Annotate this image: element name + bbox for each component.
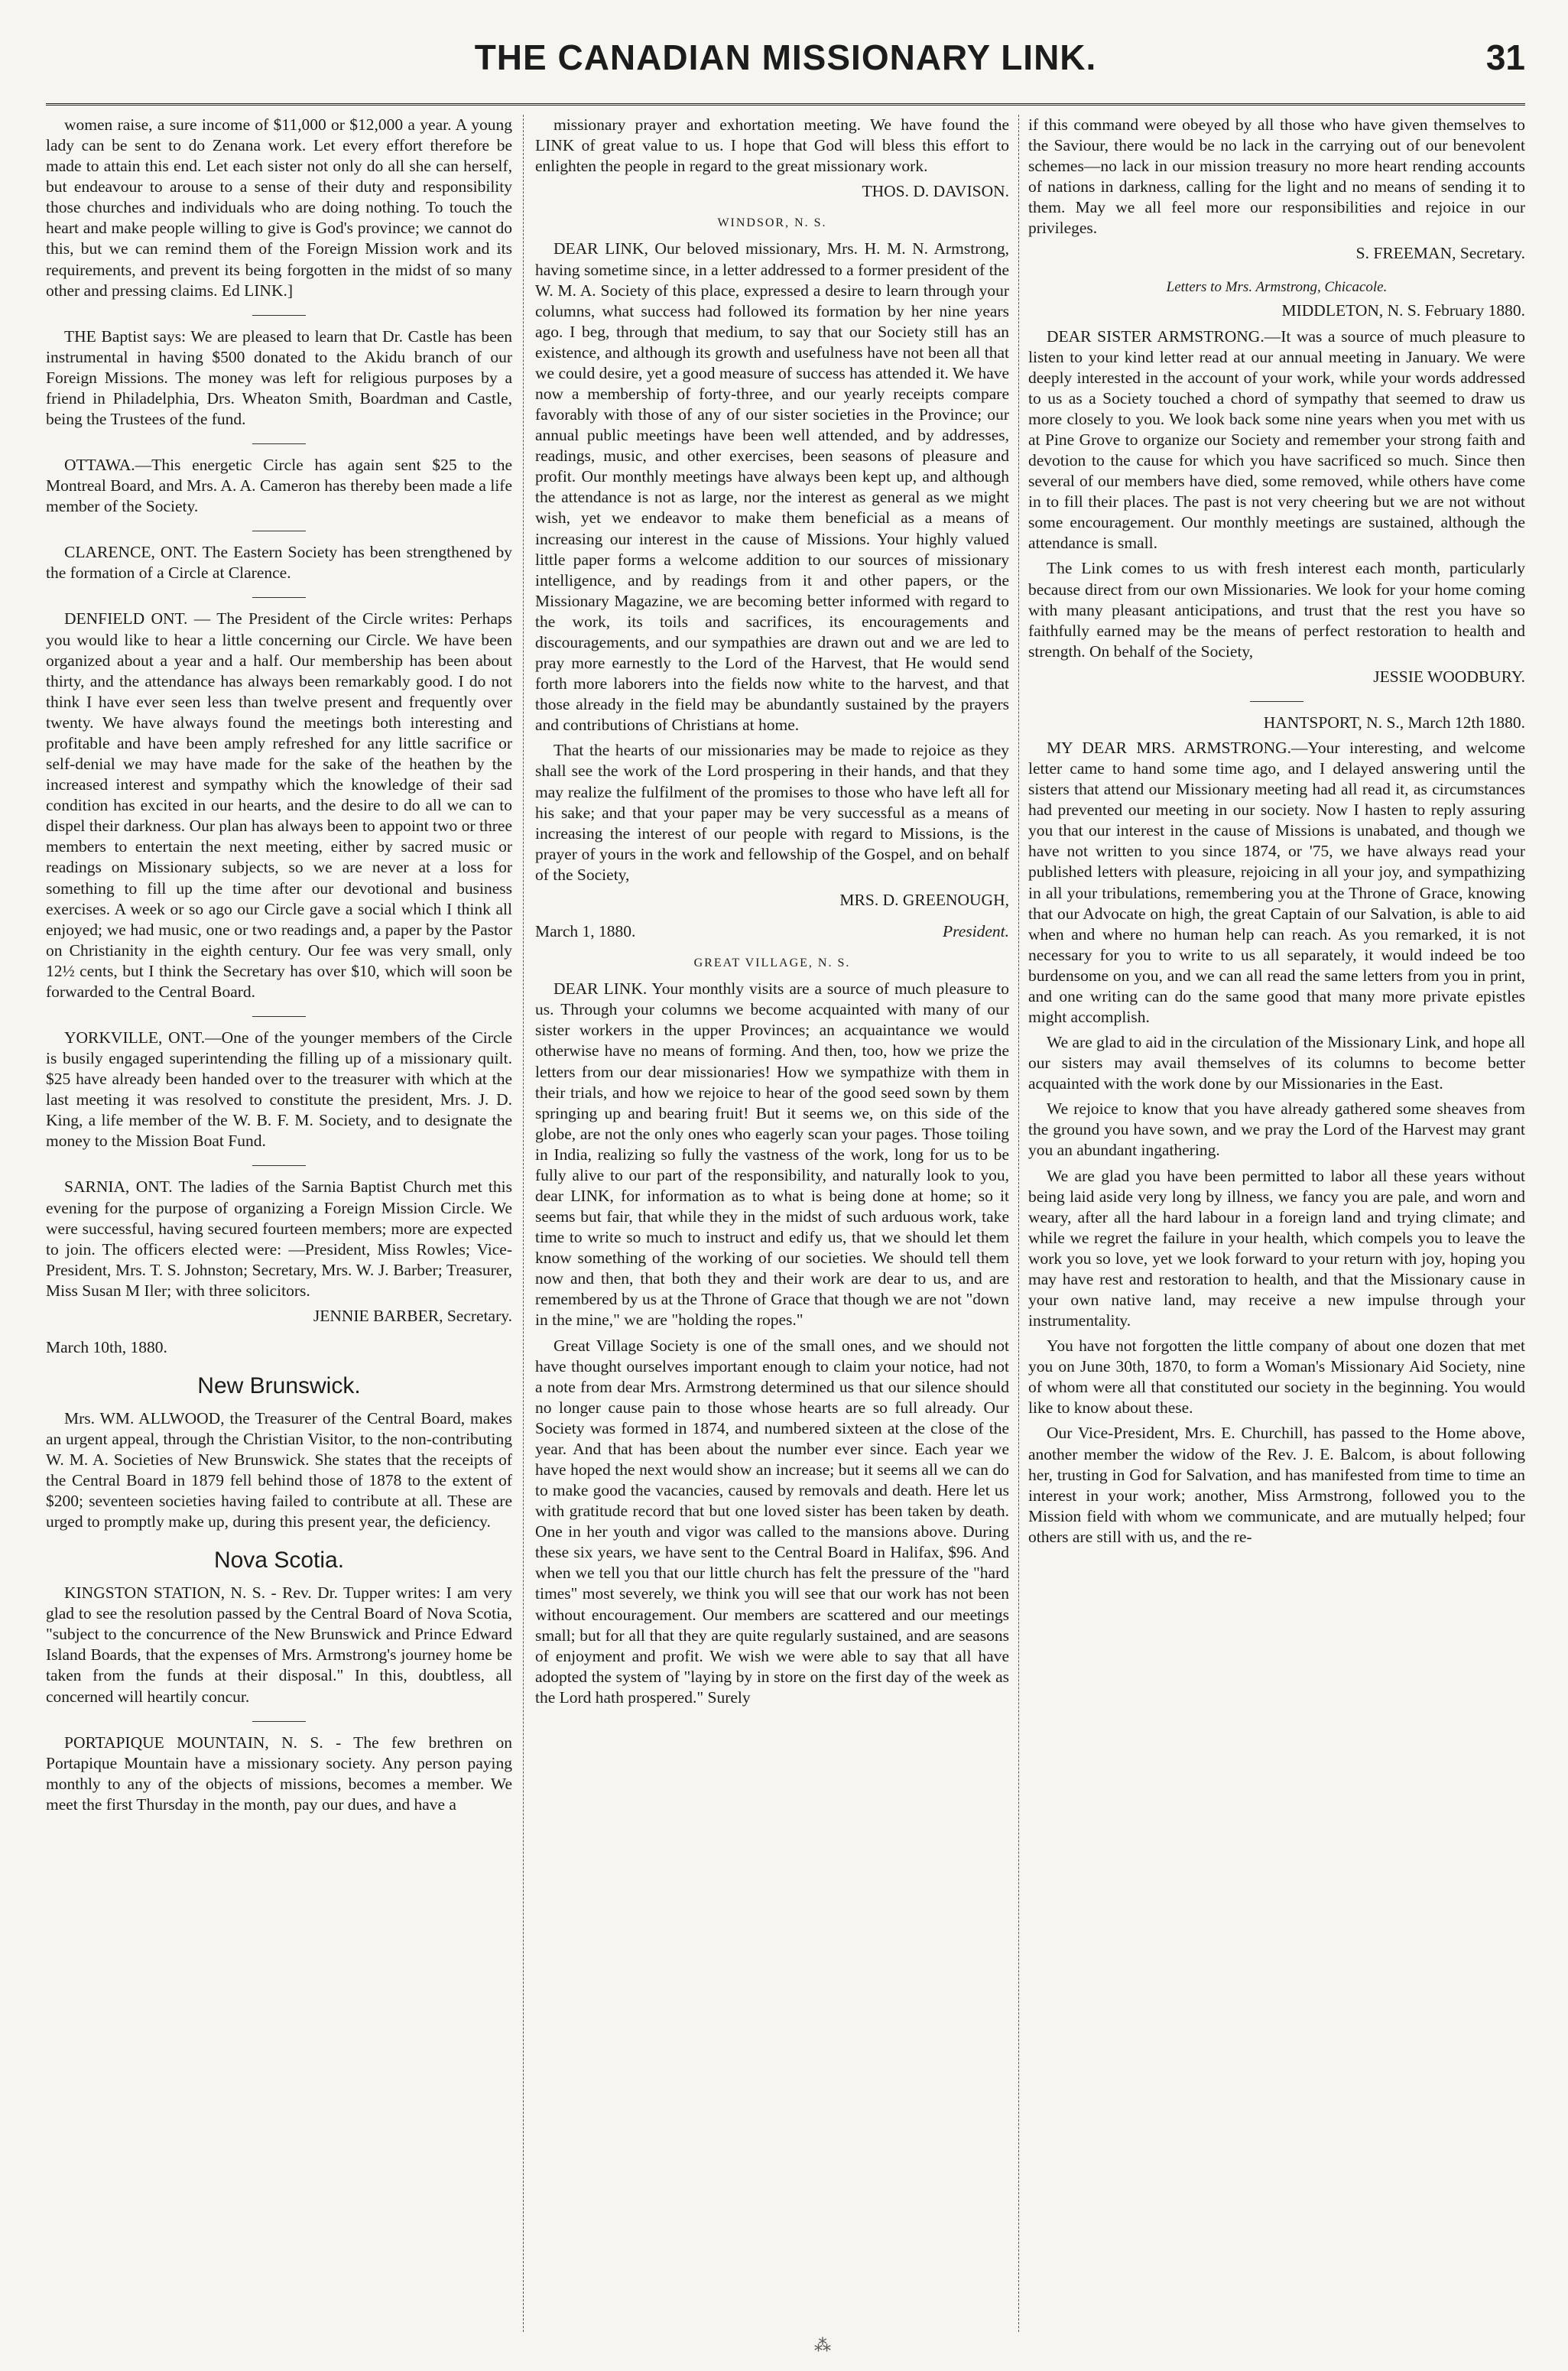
signature-role: President. <box>943 921 1009 940</box>
article-text: DEAR LINK. Your monthly visits are a source of much pleasure to us. Through your columns we become acquainted with many of our sister workers in the upper Provinces; an acquaintance we would otherwise have no means of forming. And then, too, how we prize the letters from our dear missionaries! How we sympathize with them in their trials, and how we rejoice to hear of the good seed sown by them springing up and bearing fruit! But it seems we, on this side of the globe, are not the only ones who eagerly scan your pages. Those toiling in India, realizing so fully the vastness of the work, long for us to be fully alive to our part of the responsibility, and naturally look to you, dear LINK, for information as to what is being done at home; so it seems but fair, that while they in the midst of such arduous work, take time to write so much to instruct and edify us, that we should let them know something of the working of our societies. We should tell them now and then, that both they and their work are dear to us, and are remembered by us at the Throne of Grace that though we are not "down in the mine," we are "holding the ropes." <box>535 979 1009 1330</box>
article-text: if this command were obeyed by all those who have given themselves to the Saviour, there would be no lack in the carrying out of our benevolent schemes—no lack in our mission treasury no more heart rending accounts of nations in darkness, calling for the light and no means of sending it to them. May we all feel more our responsibilities and rejoice in our privileges. <box>1028 115 1525 238</box>
separator-rule <box>252 1165 306 1166</box>
section-heading: Nova Scotia. <box>213 1548 345 1574</box>
article-text: DEAR SISTER ARMSTRONG.—It was a source of much pleasure to listen to your kind letter read at our annual meeting in January. We were deeply interested in the account of your work, while your words addressed to us as a Society touched a chord of sympathy that seemed to draw us more closely to you. We look back some nine years when you met with us at Pine Grove to organize our Society and remember your strong faith and devotion to the cause for which you have sacrificed so much. Since then several of our members have died, some removed, while others have come in to fill their places. The past is not very cheering but we are not without some encouragement. Our monthly meetings are sustained, although the attendance is small. <box>1028 326 1525 553</box>
signature: MRS. D. GREENOUGH, <box>839 890 1009 909</box>
article-text: The Link comes to us with fresh interest each month, particularly because direct from our own Missionaries. We look for your home coming with many pleasant anticipations, and trust that the rest you have so faithfully earned may be the means of perfect restoration to health and strength. On behalf of the Society, <box>1028 559 1525 661</box>
signature: THOS. D. DAVISON. <box>862 182 1009 201</box>
article <box>535 979 1009 1708</box>
masthead: THE CANADIAN MISSIONARY LINK. <box>474 37 1097 77</box>
separator-rule <box>252 315 306 316</box>
page-header <box>46 37 1525 98</box>
article-text: We are glad you have been permitted to labor all these years without being laid aside very long by illness, we fancy you are pale, and worn and weary, after all the hard labour in a foreign land and trying climate; and while we regret the failure in your health, which compels you to leave the work you so love, yet we look forward to your return with joy, hoping you may have rest and restoration to health, and that the Missionary cause in your own native land, may receive a new impulse through your instrumentality. <box>1028 1166 1525 1330</box>
article-text: CLARENCE, ONT. The Eastern Society has been strengthened by the formation of a Circle at Clarence. <box>46 543 512 583</box>
article-text: Mrs. WM. ALLWOOD, the Treasurer of the Central Board, makes an urgent appeal, through the Christian Visitor, to the non-contributing W. M. A. Societies of New Brunswick. She states that the receipts of the Central Board in 1879 fell behind those of 1878 to the extent of $200; seventeen societies having failed to contribute at all. These are urged to promptly make up, during this present year, the deficiency. <box>46 1408 512 1531</box>
article-text: KINGSTON STATION, N. S. - Rev. Dr. Tupper writes: I am very glad to see the resolution passed by the Central Board of Nova Scotia, "subject to the concurrence of the New Brunswick and Prince Edward Island Boards, that the expenses of Mrs. Armstrong's journey home be taken from the funds at their disposal." In this, doubtless, all concerned will heartily concur. <box>46 1583 512 1706</box>
article-text: Great Village Society is one of the small ones, and we should not have thought ourselves important enough to claim your notice, had not a note from dear Mrs. Armstrong determined us that our silence should no longer cause pain to those whose hearts are so full already. Our Society was formed in 1874, and numbered sixteen at the close of the year. And that has been about the number ever since. Each year we have hoped the next would show an increase; but it seems all we can do to make good the vacancies, caused by removals and death. Here let us with gratitude record that but one loved sister has been taken by death. One in her youth and vigor was called to the mansions above. During these six years, we have sent to the Central Board in Halifax, $96. And when we tell you that our little church has felt the pressure of the "hard times" most severely, we think you will see that our work has not been without encouragement. Our members are scattered and our meetings small; but for all that they are quite regularly sustained, and are seasons of enjoyment and profit. We wish we were able to say that all have adopted the system of "laying by in store on the first day of the week as the Lord hath prospered." Surely <box>535 1336 1009 1707</box>
article <box>1028 115 1525 265</box>
column-divider <box>1018 115 1019 2332</box>
article-date: March 10th, 1880. <box>46 1337 167 1356</box>
article-date: March 1, 1880. <box>535 921 636 940</box>
separator-rule <box>252 443 306 444</box>
article-text: SARNIA, ONT. The ladies of the Sarnia Baptist Church met this evening for the purpose of organizing a Foreign Mission Circle. We were successful, having secured fourteen members; more are expected to join. The officers elected were: —President, Miss Rowles; Vice-President, Mrs. T. S. Johnston; Secretary, Mrs. W. J. Barber; Treasurer, Miss Susan M Iler; with three solicitors. <box>46 1177 512 1300</box>
article <box>535 239 1009 942</box>
signature-line <box>535 921 1009 942</box>
signature: JESSIE WOODBURY. <box>1373 667 1525 686</box>
dateline: GREAT VILLAGE, N. S. <box>693 957 851 970</box>
article <box>1028 738 1525 1548</box>
place-date: HANTSPORT, N. S., March 12th 1880. <box>1263 713 1525 732</box>
article-text: Our Vice-President, Mrs. E. Churchill, has passed to the Home above, another member the widow of the Rev. J. E. Balcom, is about following her, trusting in God for Salvation, and has manifested from time to time an interest in your work; another, Miss Armstrong, followed you to the Mission field with whom we communicate, and are mutually helped; four others are still with us, and the re- <box>1028 1424 1525 1546</box>
column-right <box>1028 115 1525 2332</box>
article-text: THE Baptist says: We are pleased to learn that Dr. Castle has been instrumental in having $500 donated to the Akidu branch of our Foreign Missions. The money was left for religious purposes by a friend in Philadelphia, Drs. Wheaton Smith, Boardman and Castle, being the Trustees of the fund. <box>46 326 512 429</box>
article-text: We are glad to aid in the circulation of the Missionary Link, and hope all our sisters may avail themselves of its columns to become better acquainted with the work done by our Missionaries in the East. <box>1028 1033 1525 1093</box>
separator-rule <box>252 1016 306 1017</box>
article-text: missionary prayer and exhortation meeting. We have found the LINK of great value to us. I hope that God will bless this effort to enlighten the people in regard to the great missionary work. <box>535 115 1009 176</box>
article-text: You have not forgotten the little company of about one dozen that met you on June 30th, 1870, to form a Woman's Missionary Aid Society, nine of whom were all that constituted our society in the beginning. You would like to know about these. <box>1028 1337 1525 1418</box>
column-divider <box>523 115 524 2332</box>
signature: JENNIE BARBER, Secretary. <box>313 1306 512 1325</box>
column-left <box>46 115 512 2332</box>
separator-rule <box>252 1721 306 1722</box>
article <box>46 455 512 517</box>
article-text: That the hearts of our missionaries may be made to rejoice as they shall see the work of the Lord prospering in their hands, and that they may realize the fulfilment of the promises to those who have left all for his sake; and that your paper may be very successful as a means of increasing the interest of our people with regard to Missions, is the prayer of yours in the work and fellowship of the Gospel, and on behalf of the Society, <box>535 741 1009 884</box>
separator-rule <box>252 597 306 598</box>
section-heading: New Brunswick. <box>197 1373 361 1399</box>
article <box>1028 326 1525 687</box>
article <box>46 326 512 430</box>
signature: S. FREEMAN, Secretary. <box>1355 244 1525 263</box>
article <box>46 1733 512 1815</box>
article-text: OTTAWA.—This energetic Circle has again sent $25 to the Montreal Board, and Mrs. A. A. Cameron has thereby been made a life member of the Society. <box>46 456 512 516</box>
page-number: 31 <box>1485 37 1525 77</box>
header-rule <box>46 103 1525 106</box>
article-text: DENFIELD ONT. — The President of the Circle writes: Perhaps you would like to hear a little concerning our Circle. We have been organized about a year and a half. Our membership has been about thirty, and the attendance has always been remarkably good. I do not think I have ever seen less than twelve present and frequently over twenty. We have always found the meetings both interesting and profitable and have been amply refreshed for any little sacrifice or self-denial we may have made for the sake of the heathen by the increased interest and sympathy which the knowledge of their sad condition has excited in our hearts, and the desire to do all we can to dispel their darkness. Our plan has always been to appoint two or three members to entertain the next meeting, either by sacred music or readings on Missionary subjects, so we are never at a loss for something to fill up the time after our devotional and business exercises. A week or so ago our Circle gave a social which I think all enjoyed; we had music, one or two readings and, a paper by the Pastor on Christianity in the eighth century. Our fee was very small, only 12½ cents, but I think the Secretary has over $10, which will soon be forwarded to the Central Board. <box>46 609 512 1001</box>
dateline: WINDSOR, N. S. <box>717 216 827 230</box>
article <box>46 1177 512 1358</box>
article-text: MY DEAR MRS. ARMSTRONG.—Your interesting, and welcome letter came to hand some time ago, and I delayed answering until the sisters that attend our Missionary meeting had all read it, as circumstances had prevented our meeting in our society. Now I hasten to reply assuring you that our interest in the cause of Missions is unabated, and though we have not written to you since 1874, or '75, we have always read your published letters with pleasure, rejoicing in all your joy, and sympathizing in all your tribulations, remembering you at the Throne of Grace, knowing that our Advocate on high, the great Captain of our Salvation, is able to aid when and where no human help can reach. As you remarked, it is not necessary for you to write to us all separately, it would indeed be too burdensome on you, and we can all read the same letters from you in print, and one writing can do the same good that many more private epistles might accomplish. <box>1028 738 1525 1026</box>
article-text: women raise, a sure income of $11,000 or $12,000 a year. A young lady can be sent to do Zenana work. Let every effort therefore be made to attain this end. Let each sister not only do all she can herself, but endeavour to arouse to a sense of their duty and responsibility those churches and individuals who are doing nothing. To touch the heart and make people willing to give is God's province; we cannot do this, but we can remind them of the Foreign Mission work and its requirements, and prevent its being forgotten in the midst of so many other and pressing claims. Ed LINK.] <box>46 115 512 300</box>
printer-ornament: ⁂ <box>814 2336 831 2355</box>
article <box>46 542 512 583</box>
article <box>46 1028 512 1151</box>
article-text: PORTAPIQUE MOUNTAIN, N. S. - The few brethren on Portapique Mountain have a missionary society. Any person paying monthly to any of the objects of missions, becomes a member. We meet the first Thursday in the month, pay our dues, and have a <box>46 1733 512 1814</box>
article-text: We rejoice to know that you have already gathered some sheaves from the ground you have sown, and we pray the Lord of the Harvest may grant you an abundant ingathering. <box>1028 1099 1525 1160</box>
article <box>46 115 512 301</box>
separator-rule <box>1250 701 1303 702</box>
column-middle <box>535 115 1009 2332</box>
article <box>46 609 512 1002</box>
letters-heading: Letters to Mrs. Armstrong, Chicacole. <box>1166 278 1388 295</box>
article-text: YORKVILLE, ONT.—One of the younger members of the Circle is busily engaged superintending the filling up of a missionary quilt. $25 have already been handed over to the treasurer with which at the last meeting it was resolved to constitute the president, Mrs. J. D. King, a life member of the W. B. F. M. Society, and to designate the money to the Mission Boat Fund. <box>46 1028 512 1151</box>
article <box>46 1583 512 1707</box>
article <box>46 1408 512 1532</box>
article-text: DEAR LINK, Our beloved missionary, Mrs. H. M. N. Armstrong, having sometime since, in a letter addressed to a former president of the W. M. A. Society of this place, expressed a desire to learn through your columns, what success had followed its formation by her nine years ago. I beg, through that medium, to say that our Society still has an existence, and although its growth and usefulness have not been all that we could desire, yet a good measure of success has attended it. We have now a membership of forty-three, and our yearly receipts compare favorably with those of any of our sister societies in the Province; our annual public meetings have been well attended, and by addresses, readings, music, and other exercises, been seasons of pleasure and profit. Our monthly meetings have always been kept up, and although the attendance is not as large, nor the interest as general as we might wish, yet we endeavor to make them beneficial as a means of increasing our interest in the cause of Missions. Your highly valued little paper forms a welcome addition to our sources of missionary intelligence, and by readings from it and other papers, or the Missionary Magazine, we are becoming better informed with regard to the work, its toils and sacrifices, its encouragements and discouragements, and our sympathies are drawn out and we are led to pray more earnestly to the Lord of the Harvest, that He would send forth more laborers into the fields now white to the harvest, and that those already in the field may be abundantly sustained by the prayers and contributions of Christians at home. <box>535 239 1009 735</box>
place-date: MIDDLETON, N. S. February 1880. <box>1281 301 1525 320</box>
article <box>535 115 1009 202</box>
